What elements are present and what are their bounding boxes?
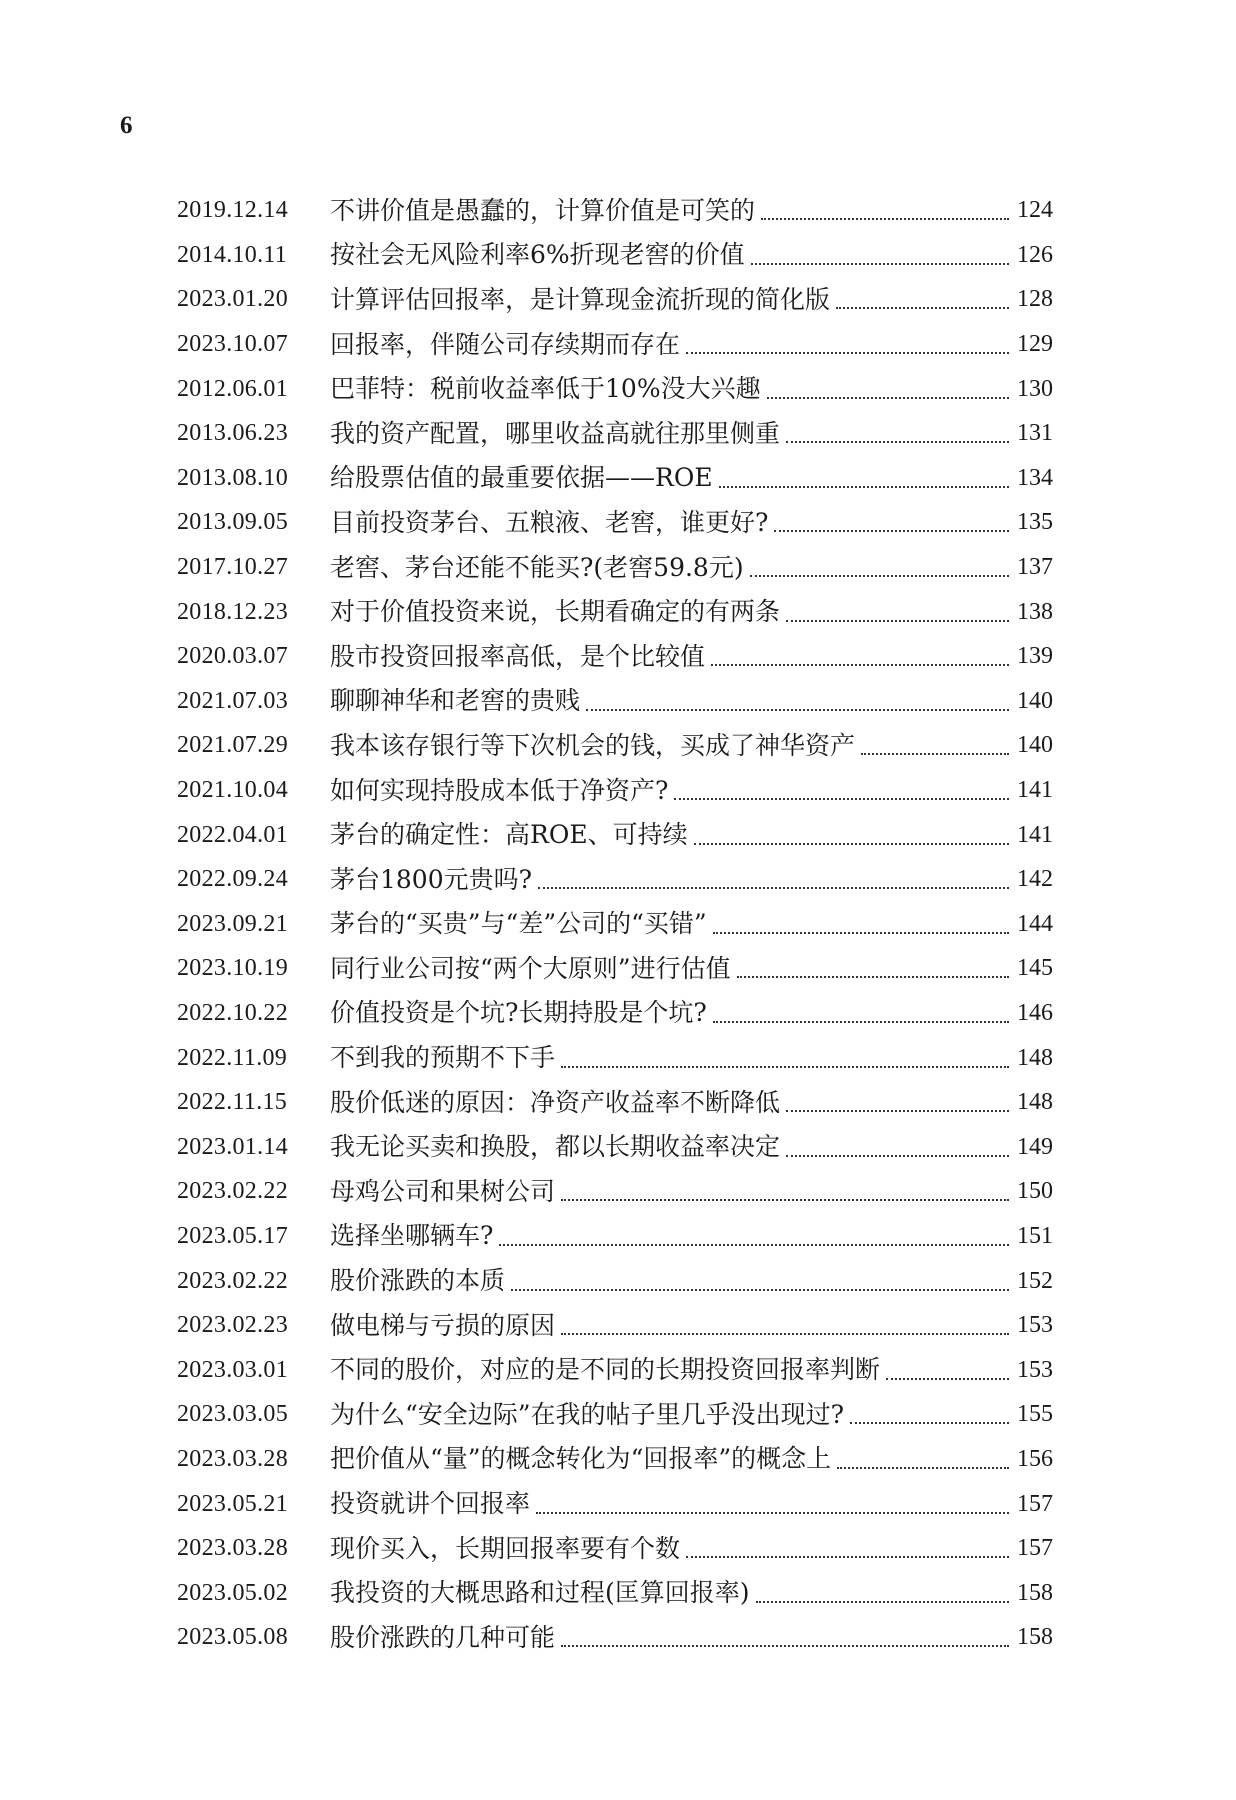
page-number: 6 <box>120 112 133 139</box>
toc-entry-page: 158 <box>1017 1579 1053 1606</box>
toc-entry-title: 价值投资是个坑?长期持股是个坑? <box>330 998 707 1028</box>
toc-entry[interactable] <box>177 1347 1053 1392</box>
toc-entry-title: 茅台1800元贵吗? <box>330 864 533 894</box>
toc-entry-title: 聊聊神华和老窖的贵贱 <box>330 686 581 716</box>
toc-dot-leader <box>850 1422 1009 1424</box>
toc-entry-date: 2021.07.03 <box>177 687 288 714</box>
toc-dot-leader <box>561 1066 1009 1068</box>
toc-entry[interactable] <box>177 1481 1053 1526</box>
toc-entry-page: 126 <box>1017 241 1053 268</box>
toc-entry-title: 我投资的大概思路和过程(匡算回报率) <box>330 1578 750 1608</box>
toc-dot-leader <box>786 1155 1009 1157</box>
toc-entry-page: 152 <box>1017 1267 1053 1294</box>
toc-entry[interactable] <box>177 233 1053 278</box>
toc-dot-leader <box>761 218 1009 220</box>
toc-entry-title: 股价低迷的原因：净资产收益率不断降低 <box>330 1087 781 1117</box>
toc-entry-title: 选择坐哪辆车? <box>330 1221 494 1251</box>
toc-dot-leader <box>511 1289 1009 1291</box>
toc-entry-date: 2023.03.28 <box>177 1445 288 1472</box>
toc-dot-leader <box>786 620 1009 622</box>
toc-entry-page: 153 <box>1017 1356 1053 1383</box>
toc-entry-date: 2022.11.09 <box>177 1044 288 1071</box>
toc-entry[interactable] <box>177 679 1053 724</box>
toc-entry-date: 2022.04.01 <box>177 821 288 848</box>
toc-entry-page: 148 <box>1017 1089 1053 1116</box>
toc-entry-title: 现价买入，长期回报率要有个数 <box>330 1533 681 1563</box>
toc-entry-title: 我的资产配置，哪里收益高就往那里侧重 <box>330 418 781 448</box>
toc-entry-title: 计算评估回报率，是计算现金流折现的简化版 <box>330 284 831 314</box>
toc-entry-page: 145 <box>1017 955 1053 982</box>
toc-entry-title: 巴菲特：税前收益率低于10%没大兴趣 <box>330 374 761 404</box>
toc-dot-leader <box>713 932 1009 934</box>
toc-dot-leader <box>686 352 1009 354</box>
toc-entry[interactable] <box>177 188 1053 233</box>
toc-entry-title: 为什么“安全边际”在我的帖子里几乎没出现过? <box>330 1399 844 1429</box>
toc-dot-leader <box>713 1021 1009 1023</box>
toc-entry-page: 137 <box>1017 554 1053 581</box>
toc-entry-title: 股价涨跌的几种可能 <box>330 1622 556 1652</box>
toc-entry[interactable] <box>177 812 1053 857</box>
toc-entry-page: 142 <box>1017 866 1053 893</box>
toc-entry-date: 2023.03.01 <box>177 1356 288 1383</box>
toc-entry-page: 144 <box>1017 910 1053 937</box>
toc-entry-page: 141 <box>1017 821 1053 848</box>
toc-entry-page: 138 <box>1017 598 1053 625</box>
toc-entry[interactable] <box>177 1570 1053 1615</box>
toc-entry-date: 2023.05.02 <box>177 1579 288 1606</box>
toc-entry-page: 157 <box>1017 1490 1053 1517</box>
toc-entry-date: 2019.12.14 <box>177 197 288 224</box>
toc-entry-date: 2022.11.15 <box>177 1089 288 1116</box>
toc-entry[interactable] <box>177 500 1053 545</box>
toc-entry-page: 149 <box>1017 1133 1053 1160</box>
toc-entry-title: 目前投资茅台、五粮液、老窖，谁更好? <box>330 507 769 537</box>
toc-entry[interactable] <box>177 1214 1053 1259</box>
toc-entry-page: 150 <box>1017 1178 1053 1205</box>
toc-entry-page: 131 <box>1017 420 1053 447</box>
toc-entry-title: 我无论买卖和换股，都以长期收益率决定 <box>330 1132 781 1162</box>
toc-entry-title: 按社会无风险利率6%折现老窖的价值 <box>330 240 745 270</box>
toc-dot-leader <box>561 1199 1009 1201</box>
toc-entry-page: 157 <box>1017 1535 1053 1562</box>
toc-entry-date: 2023.03.05 <box>177 1401 288 1428</box>
toc-entry-page: 155 <box>1017 1401 1053 1428</box>
toc-dot-leader <box>686 1556 1009 1558</box>
toc-entry-page: 148 <box>1017 1044 1053 1071</box>
toc-entry[interactable] <box>177 1169 1053 1214</box>
toc-entry-date: 2021.10.04 <box>177 777 288 804</box>
toc-entry-date: 2023.01.14 <box>177 1133 288 1160</box>
toc-dot-leader <box>538 887 1009 889</box>
toc-entry-page: 158 <box>1017 1624 1053 1651</box>
toc-entry-title: 茅台的确定性：高ROE、可持续 <box>330 820 688 850</box>
toc-entry-date: 2023.05.17 <box>177 1222 288 1249</box>
toc-dot-leader <box>836 307 1009 309</box>
toc-dot-leader <box>561 1645 1009 1647</box>
toc-entry-page: 135 <box>1017 509 1053 536</box>
toc-entry[interactable] <box>177 277 1053 322</box>
toc-entry-page: 140 <box>1017 732 1053 759</box>
toc-entry-date: 2023.10.19 <box>177 955 288 982</box>
toc-entry[interactable] <box>177 456 1053 501</box>
toc-entry[interactable] <box>177 946 1053 991</box>
toc-dot-leader <box>674 798 1009 800</box>
toc-entry-page: 153 <box>1017 1312 1053 1339</box>
toc-entry-title: 同行业公司按“两个大原则”进行估值 <box>330 953 731 983</box>
toc-entry-page: 141 <box>1017 777 1053 804</box>
toc-entry-title: 老窖、茅台还能不能买?(老窖59.8元) <box>330 552 744 582</box>
toc-dot-leader <box>694 843 1009 845</box>
toc-entry-page: 134 <box>1017 464 1053 491</box>
toc-entry-page: 140 <box>1017 687 1053 714</box>
toc-entry-page: 151 <box>1017 1222 1053 1249</box>
toc-entry-date: 2023.09.21 <box>177 910 288 937</box>
toc-dot-leader <box>756 1601 1009 1603</box>
toc-entry-title: 茅台的“买贵”与“差”公司的“买错” <box>330 909 707 939</box>
toc-entry-title: 给股票估值的最重要依据——ROE <box>330 463 713 493</box>
toc-dot-leader <box>837 1467 1009 1469</box>
toc-dot-leader <box>774 530 1009 532</box>
toc-entry[interactable] <box>177 411 1053 456</box>
toc-entry-page: 139 <box>1017 643 1053 670</box>
toc-entry-date: 2021.07.29 <box>177 732 288 759</box>
toc-entry[interactable] <box>177 1437 1053 1482</box>
toc-entry-title: 投资就讲个回报率 <box>330 1489 531 1519</box>
toc-entry-date: 2012.06.01 <box>177 375 288 402</box>
toc-dot-leader <box>499 1244 1009 1246</box>
toc-dot-leader <box>886 1378 1009 1380</box>
toc-dot-leader <box>719 486 1009 488</box>
toc-dot-leader <box>767 397 1009 399</box>
toc-entry[interactable] <box>177 1392 1053 1437</box>
toc-entry-title: 我本该存银行等下次机会的钱，买成了神华资产 <box>330 730 856 760</box>
toc-entry-title: 不讲价值是愚蠢的，计算价值是可笑的 <box>330 195 756 225</box>
toc-entry-page: 146 <box>1017 999 1053 1026</box>
toc-entry-date: 2023.03.28 <box>177 1535 288 1562</box>
toc-entry-date: 2013.09.05 <box>177 509 288 536</box>
toc-dot-leader <box>786 441 1009 443</box>
toc-entry-title: 股价涨跌的本质 <box>330 1266 506 1296</box>
toc-dot-leader <box>561 1333 1009 1335</box>
toc-entry-page: 130 <box>1017 375 1053 402</box>
toc-entry[interactable] <box>177 1526 1053 1571</box>
toc-entry-title: 母鸡公司和果树公司 <box>330 1176 556 1206</box>
toc-entry[interactable] <box>177 1303 1053 1348</box>
toc-dot-leader <box>786 1110 1009 1112</box>
toc-entry[interactable] <box>177 589 1053 634</box>
toc-entry[interactable] <box>177 902 1053 947</box>
toc-entry-page: 129 <box>1017 331 1053 358</box>
toc-entry-date: 2022.10.22 <box>177 999 288 1026</box>
toc-entry-date: 2023.02.23 <box>177 1312 288 1339</box>
toc-dot-leader <box>750 575 1009 577</box>
toc-entry-date: 2023.01.20 <box>177 286 288 313</box>
toc-entry[interactable] <box>177 768 1053 813</box>
toc-entry-date: 2014.10.11 <box>177 241 288 268</box>
toc-dot-leader <box>586 709 1009 711</box>
toc-entry-date: 2023.05.21 <box>177 1490 288 1517</box>
toc-entry-page: 124 <box>1017 197 1053 224</box>
toc-entry[interactable] <box>177 991 1053 1036</box>
toc-entry-title: 对于价值投资来说，长期看确定的有两条 <box>330 597 781 627</box>
toc-entry-date: 2023.02.22 <box>177 1267 288 1294</box>
toc-entry-date: 2023.10.07 <box>177 331 288 358</box>
toc-entry-title: 不到我的预期不下手 <box>330 1043 556 1073</box>
table-of-contents <box>177 188 1053 1660</box>
toc-entry-date: 2022.09.24 <box>177 866 288 893</box>
toc-entry-title: 回报率，伴随公司存续期而存在 <box>330 329 681 359</box>
toc-entry-title: 如何实现持股成本低于净资产? <box>330 775 669 805</box>
toc-entry-title: 把价值从“量”的概念转化为“回报率”的概念上 <box>330 1444 832 1474</box>
toc-entry[interactable] <box>177 1035 1053 1080</box>
toc-entry-date: 2013.08.10 <box>177 464 288 491</box>
toc-entry-date: 2018.12.23 <box>177 598 288 625</box>
toc-dot-leader <box>711 664 1009 666</box>
toc-entry[interactable] <box>177 1615 1053 1660</box>
toc-entry[interactable] <box>177 723 1053 768</box>
toc-entry[interactable] <box>177 366 1053 411</box>
toc-entry-date: 2013.06.23 <box>177 420 288 447</box>
toc-entry[interactable] <box>177 857 1053 902</box>
toc-entry-title: 不同的股价，对应的是不同的长期投资回报率判断 <box>330 1355 881 1385</box>
toc-entry-date: 2017.10.27 <box>177 554 288 581</box>
toc-entry-date: 2023.05.08 <box>177 1624 288 1651</box>
toc-entry-date: 2023.02.22 <box>177 1178 288 1205</box>
toc-entry-page: 156 <box>1017 1445 1053 1472</box>
toc-entry[interactable] <box>177 1080 1053 1125</box>
toc-entry[interactable] <box>177 545 1053 590</box>
toc-entry-page: 128 <box>1017 286 1053 313</box>
toc-entry-date: 2020.03.07 <box>177 643 288 670</box>
toc-dot-leader <box>861 753 1009 755</box>
toc-dot-leader <box>737 976 1009 978</box>
toc-dot-leader <box>751 263 1009 265</box>
toc-entry-title: 做电梯与亏损的原因 <box>330 1310 556 1340</box>
toc-entry-title: 股市投资回报率高低，是个比较值 <box>330 641 706 671</box>
toc-entry[interactable] <box>177 1258 1053 1303</box>
toc-entry[interactable] <box>177 634 1053 679</box>
toc-entry[interactable] <box>177 322 1053 367</box>
toc-entry[interactable] <box>177 1124 1053 1169</box>
toc-dot-leader <box>536 1512 1009 1514</box>
